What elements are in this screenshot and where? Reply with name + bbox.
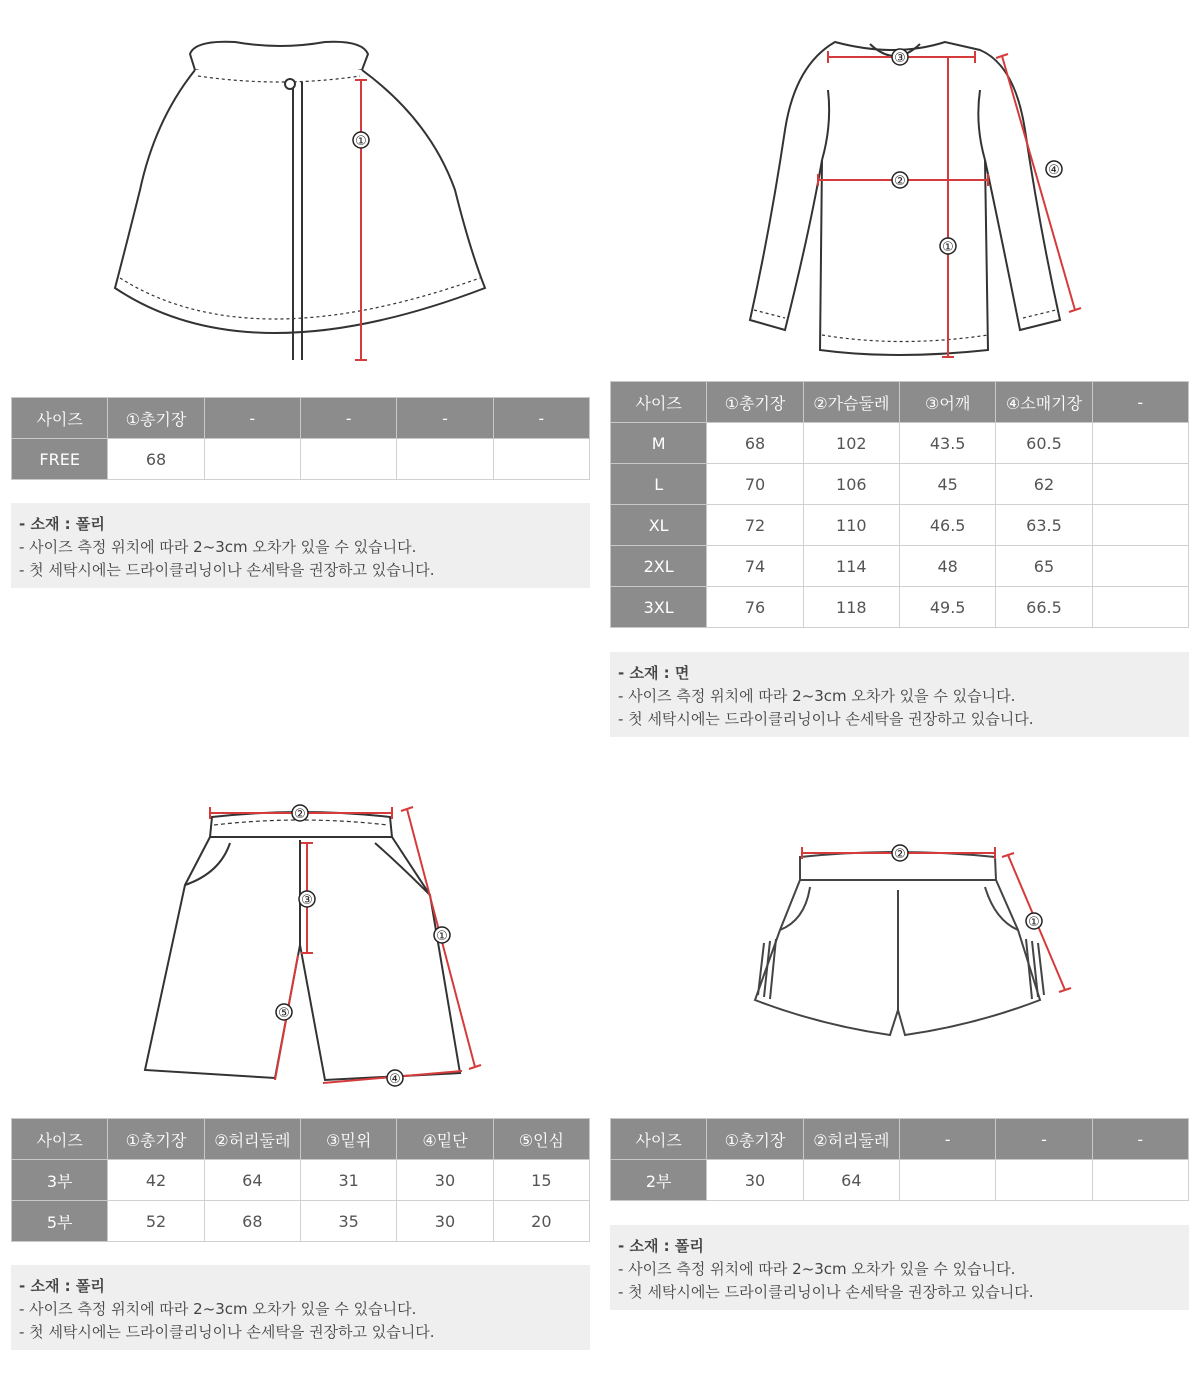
table-cell bbox=[397, 439, 493, 480]
material-note: - 소재 : 폴리 bbox=[19, 515, 105, 533]
table-cell bbox=[1092, 546, 1188, 587]
size-label: FREE bbox=[12, 439, 108, 480]
table-cell bbox=[300, 439, 396, 480]
table-cell: 49.5 bbox=[899, 587, 995, 628]
column-header: ①총기장 bbox=[707, 382, 803, 423]
cape-illustration bbox=[100, 30, 500, 370]
table-cell: 30 bbox=[397, 1201, 493, 1242]
table-cell: 30 bbox=[397, 1160, 493, 1201]
note-line: - 첫 세탁시에는 드라이클리닝이나 손세탁을 권장하고 있습니다. bbox=[19, 561, 435, 579]
table-cell bbox=[1092, 505, 1188, 546]
table-cell: 64 bbox=[803, 1160, 899, 1201]
table-cell: 48 bbox=[899, 546, 995, 587]
table-cell: 74 bbox=[707, 546, 803, 587]
table-cell bbox=[1092, 423, 1188, 464]
table-cell: 68 bbox=[204, 1201, 300, 1242]
measure-marker: ③ bbox=[894, 51, 906, 66]
measure-marker: ③ bbox=[301, 893, 313, 908]
table-cell: 42 bbox=[108, 1160, 204, 1201]
table-row bbox=[12, 1201, 590, 1242]
material-note: - 소재 : 면 bbox=[618, 664, 690, 682]
table-cell: 43.5 bbox=[899, 423, 995, 464]
table-cell: 46.5 bbox=[899, 505, 995, 546]
column-header: ②가슴둘레 bbox=[803, 382, 899, 423]
note-line: - 첫 세탁시에는 드라이클리닝이나 손세탁을 권장하고 있습니다. bbox=[618, 710, 1034, 728]
table-cell: 110 bbox=[803, 505, 899, 546]
table-cell: 68 bbox=[108, 439, 204, 480]
column-header: ①총기장 bbox=[108, 398, 204, 439]
column-header: - bbox=[397, 398, 493, 439]
size-label: 2부 bbox=[611, 1160, 707, 1201]
column-header: ①총기장 bbox=[108, 1119, 204, 1160]
table-row bbox=[611, 587, 1189, 628]
table-header-row bbox=[12, 1119, 590, 1160]
table-cell bbox=[996, 1160, 1092, 1201]
material-note: - 소재 : 폴리 bbox=[19, 1277, 105, 1295]
table-cell: 68 bbox=[707, 423, 803, 464]
table-cell: 45 bbox=[899, 464, 995, 505]
measure-marker: ① bbox=[436, 929, 448, 944]
table-cell: 64 bbox=[204, 1160, 300, 1201]
table-cell bbox=[1092, 587, 1188, 628]
column-header: - bbox=[1092, 1119, 1188, 1160]
measure-marker: ① bbox=[1028, 915, 1040, 930]
note-line: - 첫 세탁시에는 드라이클리닝이나 손세탁을 권장하고 있습니다. bbox=[19, 1323, 435, 1341]
table-cell: 76 bbox=[707, 587, 803, 628]
measure-marker: ② bbox=[294, 807, 306, 822]
table-row bbox=[611, 423, 1189, 464]
size-label: L bbox=[611, 464, 707, 505]
table-cell: 20 bbox=[493, 1201, 589, 1242]
column-header: - bbox=[204, 398, 300, 439]
table-cell bbox=[899, 1160, 995, 1201]
table-header-row bbox=[12, 398, 590, 439]
material-note: - 소재 : 폴리 bbox=[618, 1237, 704, 1255]
short-shorts-illustration bbox=[740, 835, 1080, 1045]
measure-marker: ④ bbox=[389, 1072, 401, 1087]
product-notes bbox=[610, 1225, 1189, 1310]
column-header: - bbox=[899, 1119, 995, 1160]
table-cell: 63.5 bbox=[996, 505, 1092, 546]
column-header: ④소매기장 bbox=[996, 382, 1092, 423]
note-line: - 첫 세탁시에는 드라이클리닝이나 손세탁을 권장하고 있습니다. bbox=[618, 1283, 1034, 1301]
note-line: - 사이즈 측정 위치에 따라 2~3cm 오차가 있을 수 있습니다. bbox=[19, 538, 417, 556]
table-cell: 102 bbox=[803, 423, 899, 464]
measure-marker: ② bbox=[894, 847, 906, 862]
table-header-row bbox=[611, 382, 1189, 423]
size-label: XL bbox=[611, 505, 707, 546]
column-header: ②허리둘레 bbox=[803, 1119, 899, 1160]
table-cell bbox=[204, 439, 300, 480]
table-cell: 52 bbox=[108, 1201, 204, 1242]
table-header-row bbox=[611, 1119, 1189, 1160]
table-cell: 70 bbox=[707, 464, 803, 505]
table-row bbox=[12, 1160, 590, 1201]
product-notes bbox=[11, 1265, 590, 1350]
measure-marker: ① bbox=[355, 134, 367, 149]
table-cell: 65 bbox=[996, 546, 1092, 587]
table-cell: 30 bbox=[707, 1160, 803, 1201]
table-cell: 66.5 bbox=[996, 587, 1092, 628]
column-header: - bbox=[300, 398, 396, 439]
table-row bbox=[611, 546, 1189, 587]
table-cell bbox=[1092, 1160, 1188, 1201]
measure-marker: ① bbox=[942, 240, 954, 255]
table-row bbox=[611, 464, 1189, 505]
table-cell bbox=[1092, 464, 1188, 505]
table-cell: 106 bbox=[803, 464, 899, 505]
size-table-cape bbox=[11, 397, 590, 480]
column-header: 사이즈 bbox=[12, 398, 108, 439]
note-line: - 사이즈 측정 위치에 따라 2~3cm 오차가 있을 수 있습니다. bbox=[618, 1260, 1016, 1278]
column-header: ④밑단 bbox=[397, 1119, 493, 1160]
column-header: - bbox=[493, 398, 589, 439]
size-label: M bbox=[611, 423, 707, 464]
size-label: 2XL bbox=[611, 546, 707, 587]
table-cell: 114 bbox=[803, 546, 899, 587]
measure-marker: ② bbox=[894, 174, 906, 189]
measure-marker: ④ bbox=[1048, 163, 1060, 178]
product-notes bbox=[11, 503, 590, 588]
long-shorts-illustration bbox=[130, 795, 510, 1095]
table-row bbox=[12, 439, 590, 480]
column-header: ③밑위 bbox=[300, 1119, 396, 1160]
table-cell: 60.5 bbox=[996, 423, 1092, 464]
product-notes bbox=[610, 652, 1189, 737]
table-cell: 72 bbox=[707, 505, 803, 546]
table-row bbox=[611, 1160, 1189, 1201]
table-cell: 62 bbox=[996, 464, 1092, 505]
size-label: 5부 bbox=[12, 1201, 108, 1242]
top-illustration bbox=[740, 30, 1090, 365]
column-header: 사이즈 bbox=[12, 1119, 108, 1160]
measure-marker: ⑤ bbox=[278, 1006, 290, 1021]
column-header: ①총기장 bbox=[707, 1119, 803, 1160]
note-line: - 사이즈 측정 위치에 따라 2~3cm 오차가 있을 수 있습니다. bbox=[19, 1300, 417, 1318]
table-cell: 15 bbox=[493, 1160, 589, 1201]
column-header: ⑤인심 bbox=[493, 1119, 589, 1160]
column-header: 사이즈 bbox=[611, 1119, 707, 1160]
table-cell: 35 bbox=[300, 1201, 396, 1242]
size-table-long-shorts bbox=[11, 1118, 590, 1242]
table-cell: 31 bbox=[300, 1160, 396, 1201]
size-label: 3XL bbox=[611, 587, 707, 628]
note-line: - 사이즈 측정 위치에 따라 2~3cm 오차가 있을 수 있습니다. bbox=[618, 687, 1016, 705]
table-cell bbox=[493, 439, 589, 480]
size-label: 3부 bbox=[12, 1160, 108, 1201]
column-header: - bbox=[1092, 382, 1188, 423]
table-cell: 118 bbox=[803, 587, 899, 628]
column-header: ③어깨 bbox=[899, 382, 995, 423]
column-header: 사이즈 bbox=[611, 382, 707, 423]
size-table-top bbox=[610, 381, 1189, 628]
size-table-short-shorts bbox=[610, 1118, 1189, 1201]
column-header: - bbox=[996, 1119, 1092, 1160]
column-header: ②허리둘레 bbox=[204, 1119, 300, 1160]
table-row bbox=[611, 505, 1189, 546]
